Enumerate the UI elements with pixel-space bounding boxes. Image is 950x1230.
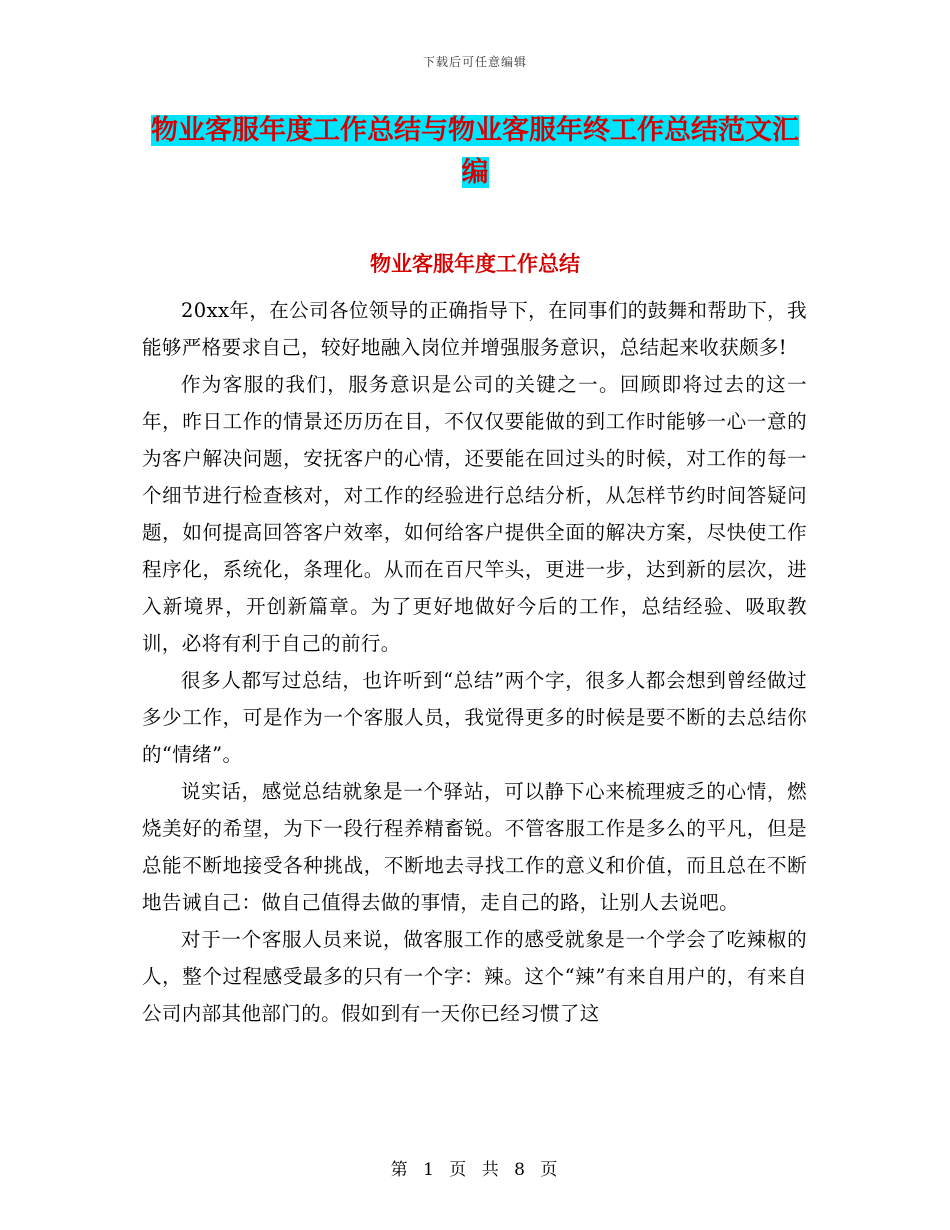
document-title-text: 物业客服年度工作总结与物业客服年终工作总结范文汇编 xyxy=(151,115,799,188)
paragraph: 20xx年，在公司各位领导的正确指导下，在同事们的鼓舞和帮助下，我能够严格要求自己，较好地融入岗位并增强服务意识，总结起来收获颇多! xyxy=(142,299,807,359)
body-text xyxy=(142,292,807,1032)
paragraph: 作为客服的我们，服务意识是公司的关键之一。回顾即将过去的这一年，昨日工作的情景还历历在目，不仅仅要能做的到工作时能够一心一意的为客户解决问题，安抚客户的心情，还要能在回过头的时候，对工作的每一个细节进行检查核对，对工作的经验进行总结分析，从怎样节约时间答疑问题，如何提高回答客户效率，如何给客户提供全面的解决方案，尽快使工作程序化，系统化，条理化。从而在百尺竿头，更进一步，达到新的层次，进入新境界，开创新篇章。为了更好地做好今后的工作，总结经验、吸取教训，必将有利于自己的前行。 xyxy=(142,373,807,655)
header-note: 下载后可任意编辑 xyxy=(422,55,527,69)
section-title: 物业客服年度工作总结 xyxy=(370,252,580,276)
paragraph: 说实话，感觉总结就象是一个驿站，可以静下心来梳理疲乏的心情，燃烧美好的希望，为下一段行程养精畜锐。不管客服工作是多么的平凡，但是总能不断地接受各种挑战，不断地去寻找工作的意义和价值，而且总在不断地告诫自己：做自己值得去做的事情，走自己的路，让别人去说吧。 xyxy=(142,780,807,914)
page-number: 第 1 页 共 8 页 xyxy=(390,1160,560,1180)
document-title xyxy=(150,110,800,194)
paragraph: 对于一个客服人员来说，做客服工作的感受就象是一个学会了吃辣椒的人，整个过程感受最多的只有一个字：辣。这个“辣”有来自用户的，有来自公司内部其他部门的。假如到有一天你已经习惯了这 xyxy=(142,928,807,1025)
paragraph: 很多人都写过总结，也许听到“总结”两个字，很多人都会想到曾经做过多少工作，可是作为一个客服人员，我觉得更多的时候是要不断的去总结你的“情绪”。 xyxy=(142,669,807,766)
